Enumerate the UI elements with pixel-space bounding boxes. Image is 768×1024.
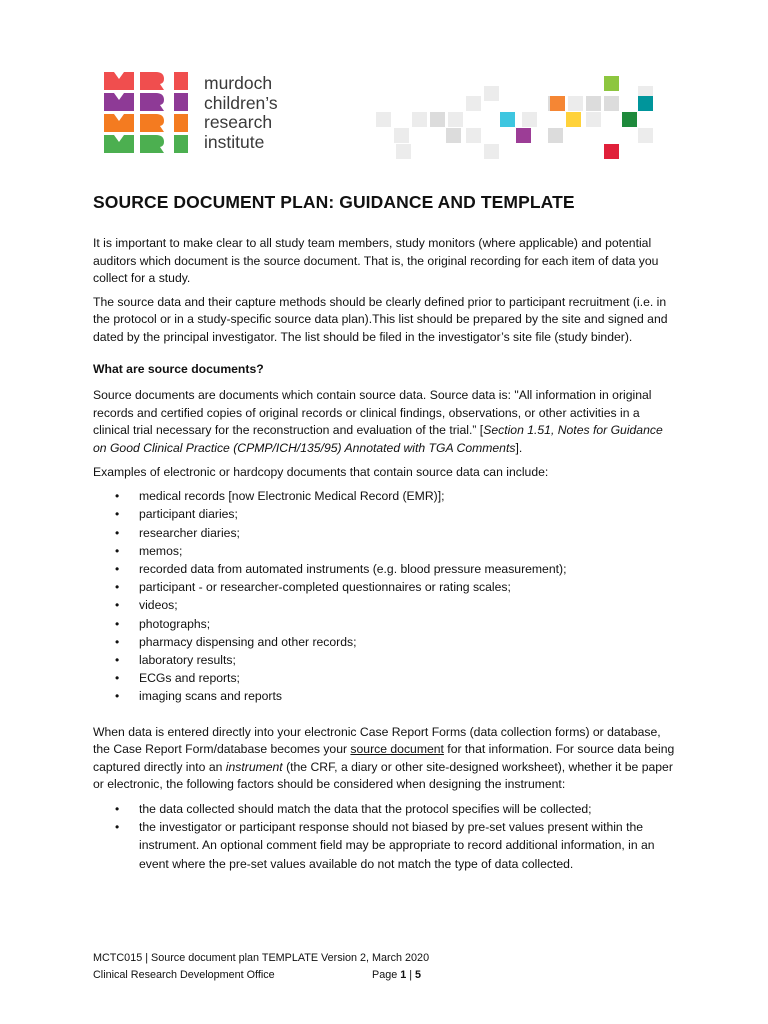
footer-office: Clinical Research Development Office xyxy=(93,968,275,981)
mosaic-square xyxy=(550,96,565,111)
mosaic-square xyxy=(484,144,499,159)
logo-letter-i xyxy=(174,93,188,111)
crf-paragraph xyxy=(93,724,678,794)
mosaic-square xyxy=(396,144,411,159)
mosaic-square xyxy=(484,86,499,101)
mosaic-square xyxy=(604,76,619,91)
mosaic-square xyxy=(448,112,463,127)
list-item: • the investigator or participant response should not biased by pre-set values present within the instrument. An optional comment field may be appropriate to record additional information, in an event where the pre-set values available do not match the type of data collected. xyxy=(93,818,678,873)
mosaic-square xyxy=(622,112,637,127)
mcri-logo-mark xyxy=(104,72,196,156)
logo-line-1: murdoch xyxy=(204,73,273,93)
mosaic-square xyxy=(500,112,515,127)
logo-line-3: research xyxy=(204,112,273,132)
definition-end: ]. xyxy=(515,440,523,455)
document-title: SOURCE DOCUMENT PLAN: GUIDANCE AND TEMPLATE xyxy=(93,192,575,212)
list-item: • videos; xyxy=(93,596,678,614)
logo-letter-m xyxy=(104,135,134,153)
decorative-mosaic xyxy=(376,76,672,164)
list-item: • recorded data from automated instruments (e.g. blood pressure measurement); xyxy=(93,560,678,578)
logo-letter-r xyxy=(140,114,164,132)
list-item: • participant - or researcher-completed questionnaires or rating scales; xyxy=(93,578,678,596)
crf-text-b: for that information. For source data being captured directly into an xyxy=(93,742,675,774)
intro-paragraph-1: It is important to make clear to all study team members, study monitors (where applicable) and potential auditors which document is the source document. That is, the original recording for each item of data you collect for a study. xyxy=(93,236,659,286)
list-item: • pharmacy dispensing and other records; xyxy=(93,633,678,651)
logo-line-2: children’s xyxy=(204,92,278,113)
logo-letter-i xyxy=(174,114,188,132)
mosaic-square xyxy=(376,112,391,127)
mosaic-square xyxy=(586,112,601,127)
logo-letter-r xyxy=(140,135,164,153)
page-label: Page xyxy=(372,968,401,981)
mosaic-square xyxy=(604,96,619,111)
examples-intro: Examples of electronic or hardcopy documents that contain source data can include: xyxy=(93,464,549,479)
logo-letter-m xyxy=(104,114,134,132)
mosaic-square xyxy=(466,96,481,111)
mosaic-square xyxy=(566,112,581,127)
logo-letter-m xyxy=(104,93,134,111)
mosaic-square xyxy=(430,112,445,127)
design-factors-list xyxy=(93,800,678,873)
mosaic-square xyxy=(516,128,531,143)
mosaic-square xyxy=(412,112,427,127)
logo-letter-i xyxy=(174,72,188,90)
definition-text: Source documents are documents which contain source data. Source data is: "All information in original records and certified copies of original records or clinical findings, observations, or other activities in a clinical trial necessary for the reconstruction and evaluation of the trial.” [ xyxy=(93,388,652,438)
mosaic-square xyxy=(568,96,583,111)
crf-text-c: (the CRF, a diary or other site-designed worksheet), whether it be paper or electronic, the following factors should be considered when designing the instrument: xyxy=(93,759,673,792)
logo-letter-m xyxy=(104,72,134,90)
list-item: • memos; xyxy=(93,542,678,560)
page-total: 5 xyxy=(415,968,422,981)
section-heading-source-documents: What are source documents? xyxy=(93,361,264,376)
mosaic-square xyxy=(522,112,537,127)
mcri-logo xyxy=(104,72,304,156)
list-item: • laboratory results; xyxy=(93,651,678,669)
logo-letter-r xyxy=(140,93,164,111)
mosaic-square xyxy=(466,128,481,143)
footer-doc-id: MCTC015 | Source document plan TEMPLATE Version 2, March 2020 xyxy=(93,952,430,964)
mosaic-square xyxy=(394,128,409,143)
list-item: • photographs; xyxy=(93,615,678,633)
list-item: • ECGs and reports; xyxy=(93,669,678,687)
crf-text-a: When data is entered directly into your electronic Case Report Forms (data collection forms) or database, the Case Report Form/database becomes your xyxy=(93,724,661,757)
page-number xyxy=(372,967,421,984)
mosaic-square xyxy=(548,128,563,143)
logo-wordmark xyxy=(204,74,278,152)
examples-list xyxy=(93,487,678,705)
list-item: • the data collected should match the data that the protocol specifies will be collected; xyxy=(93,800,678,818)
crf-instrument-italic: instrument xyxy=(225,759,283,774)
logo-letter-i xyxy=(174,135,188,153)
list-item: • researcher diaries; xyxy=(93,524,678,542)
document-body xyxy=(93,235,678,873)
list-item: • participant diaries; xyxy=(93,505,678,523)
logo-line-4: institute xyxy=(204,131,265,152)
source-data-definition xyxy=(93,387,678,457)
page-sep: | xyxy=(406,968,416,981)
mosaic-square xyxy=(638,96,653,111)
list-item: • imaging scans and reports xyxy=(93,687,678,705)
mosaic-square xyxy=(604,144,619,159)
mosaic-square xyxy=(446,128,461,143)
mosaic-square xyxy=(586,96,601,111)
logo-letter-r xyxy=(140,72,164,90)
intro-paragraph-2: The source data and their capture methods should be clearly defined prior to participant recruitment (i.e. in the protocol or in a study-specific source data plan).This list should be prepared by the site and signed and dated by the principal investigator. The list should be filed in the investigator’s site file (study binder). xyxy=(93,294,668,344)
page-footer xyxy=(93,950,493,983)
mosaic-square xyxy=(638,128,653,143)
list-item: • medical records [now Electronic Medical Record (EMR)]; xyxy=(93,487,678,505)
page-current: 1 xyxy=(400,968,407,981)
definition-citation: Section 1.51, Notes for Guidance on Good Clinical Practice (CPMP/ICH/135/95) Annotated with TGA Comments xyxy=(93,423,663,455)
crf-source-document-underline: source document xyxy=(350,742,444,757)
